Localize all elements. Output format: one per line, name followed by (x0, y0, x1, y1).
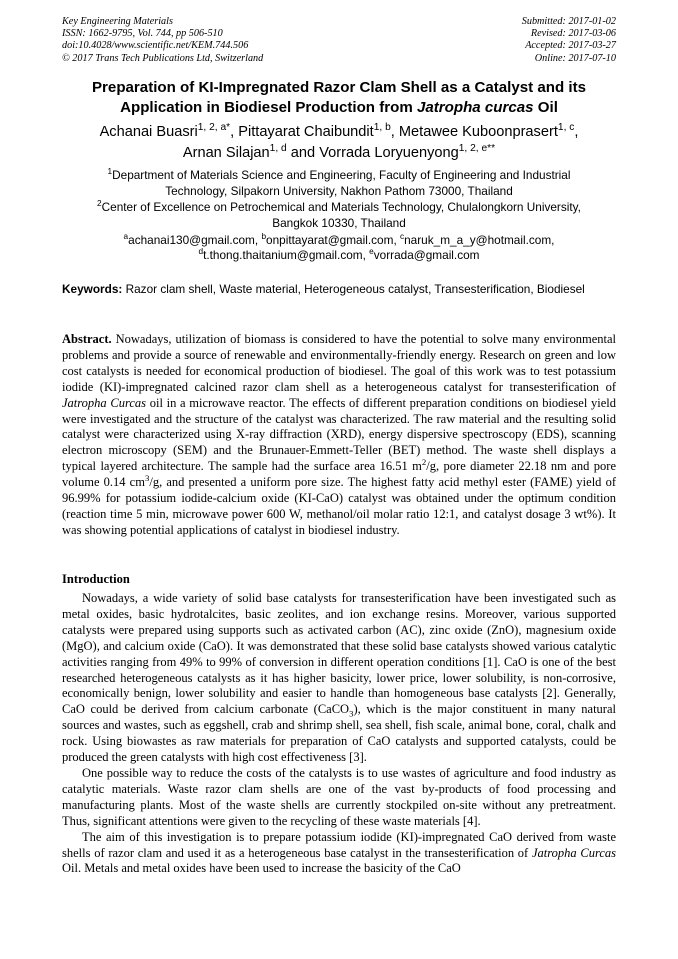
intro-paragraph-1: Nowadays, a wide variety of solid base catalysts for transesterification have been investigated such as metal oxides, basic hydrotalcites, basic zeolites, and ion exchange resins. Moreover, various supported catalysts were prepared using supports such as activated carbon (AC), zinc oxide (ZnO), magnesium oxide (MgO), and calcium oxide (CaO). It was demonstrated that these solid base catalysts showed various catalytic activities ranging from 49% to 99% of conversion in different operation conditions [1]. CaO is one of the best researched heterogeneous catalysts as it has higher basicity, lower price, lower solubility, is non-corrosive, economically benign, lower solubility and easier to handle than homogeneous base catalysts [2]. Generally, CaO could be derived from calcium carbonate (CaCO$_3$), which is the major constituent in many natural sources and wastes, such as eggshell, crab and shrimp shell, sea shell, fish scale, animal bone, coral, chalk and rock. Using biowastes as raw materials for preparation of CaO catalysts and supported catalysts, could be produced the green catalysts with high cost effectiveness [3]. (62, 591, 616, 765)
date-accepted: Accepted: 2017-03-27 (525, 40, 616, 52)
title-species: Jatropha curcas (416, 99, 534, 116)
author: Pittayarat Chaibundit$^{1, b}$, (238, 122, 399, 140)
journal-info (62, 16, 263, 65)
date-revised: Revised: 2017-03-06 (530, 28, 616, 40)
keywords (62, 282, 616, 298)
journal-issn: ISSN: 1662-9795, Vol. 744, pp 506-510 (62, 28, 223, 40)
title-text-end: Oil (533, 99, 558, 116)
journal-copyright: © 2017 Trans Tech Publications Ltd, Switzerland (62, 52, 264, 64)
paper-title (62, 78, 616, 118)
intro-paragraph-3: The aim of this investigation is to prepare potassium iodide (KI)-impregnated CaO derived from waste shells of razor clam and used it as a heterogeneous base catalyst in the transesterification of Jatropha Curcas Oil. Metals and metal oxides have been used to increase the basicity of the CaO (62, 829, 617, 876)
email: $^d$t.thong.thaitanium@gmail.com, (198, 247, 370, 262)
abstract-label: Abstract. (62, 332, 112, 346)
email: $^a$achanai130@gmail.com, (123, 232, 262, 247)
affiliation-1: $^1$Department of Materials Science and Engineering, Faculty of Engineering and Industrial Technology, Silpakorn University, Nakhon Pathom 73000, Thailand (107, 167, 571, 198)
affiliation-2: $^2$Center of Excellence on Petrochemical and Materials Technology, Chulalongkorn University, Bangkok 10330, Thailand (97, 199, 581, 230)
introduction-body (62, 591, 616, 877)
author: Achanai Buasri$^{1, 2, a*}$, (99, 122, 239, 140)
email: $^e$vorrada@gmail.com (369, 247, 480, 262)
keywords-text: Razor clam shell, Waste material, Heterogeneous catalyst, Transesterification, Biodiesel (122, 282, 585, 296)
intro-paragraph-2: One possible way to reduce the costs of the catalysts is to use wastes of agriculture and food industry as catalytic materials. Waste razor clam shells are one of the vast by-products of food processing and manufacturing plants. Most of the waste shells are currently stockpiled on-site without any pretreatment. Thus, significant attentions were given to the recycling of these waste materials [4]. (62, 765, 616, 828)
date-online: Online: 2017-07-10 (534, 52, 616, 64)
introduction-heading: Introduction (62, 572, 130, 586)
abstract: Abstract. Nowadays, utilization of biomass is considered to have the potential to solve many environmental problems and provide a source of renewable and environmentally-friendly energy. Research on green and low cost catalysts is needed for economical production of biodiesel. The goal of this work was to test potassium iodide (KI)-impregnated calcined razor clam shell as a heterogeneous catalyst for transesterification of Jatropha Curcas oil in a microwave reactor. The effects of different preparation conditions on biodiesel yield were investigated and the structure of the catalyst was characterized. The raw material and the resulting solid catalyst were characterized using X-ray diffraction (XRD), energy dispersive spectroscopy (EDS), scanning electron microscopy (SEM) and the Brunauer-Emmett-Teller (BET) method. The waste shell displays a typical layered architecture. The sample had the surface area 16.51 $m^2/g$, pore diameter 22.18 nm and pore volume 0.14 $cm^3/g$, and presented a uniform pore size. The highest fatty acid methyl ester (FAME) yield of 96.99% for potassium iodide-calcium oxide (KI-CaO) catalyst was obtained under the optimum condition (reaction time 5 min, microwave power 600 W, methanol/oil molar ratio 12:1, and catalyst dosage 3 wt%). It was showing potential applications of catalyst in biodiesel industry. (62, 332, 617, 537)
email: $^c$naruk_m_a_y@hotmail.com, (400, 232, 555, 247)
title-line-2 (62, 98, 616, 118)
journal-doi: doi:10.4028/www.scientific.net/KEM.744.506 (62, 40, 249, 52)
email: $^b$onpittayarat@gmail.com, (261, 232, 400, 247)
author: Metawee Kuboonprasert$^{1, c}$, (398, 122, 579, 140)
journal-name: Key Engineering Materials (62, 16, 173, 27)
keywords-label: Keywords: (62, 282, 123, 296)
date-submitted: Submitted: 2017-01-02 (521, 16, 616, 27)
affiliations (62, 167, 616, 231)
author-emails (62, 233, 616, 263)
publication-dates (522, 16, 616, 65)
author: Arnan Silajan$^{1, d}$ and (182, 143, 320, 161)
author: Vorrada Loryuenyong$^{1, 2, e**}$ (319, 143, 496, 161)
title-text: Application in Biodiesel Production from (120, 99, 417, 116)
title-line-1: Preparation of KI-Impregnated Razor Clam Shell as a Catalyst and its (91, 79, 587, 96)
author-list (62, 122, 616, 164)
